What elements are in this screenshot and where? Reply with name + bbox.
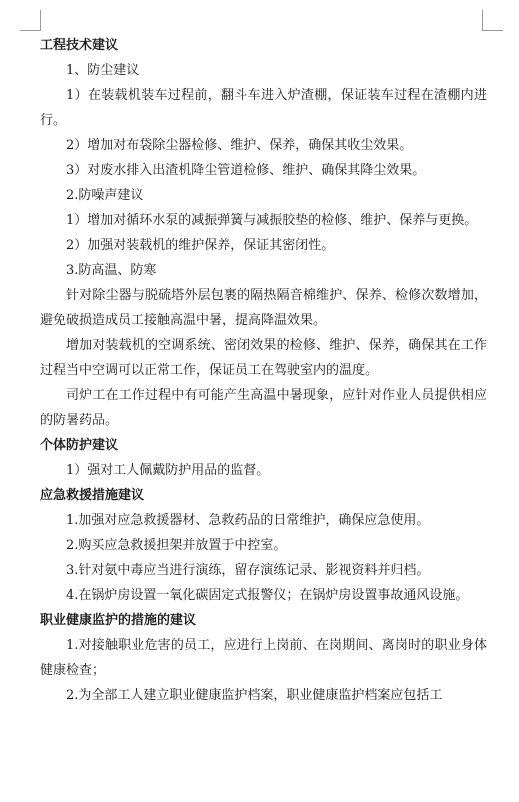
paragraph: 1）强对工人佩戴防护用品的监督。 [66, 463, 270, 478]
paragraph: 2）加强对装载机的维护保养，保证其密闭性。 [66, 238, 335, 253]
paragraph: 1）增加对循环水泵的减振弹簧与减振胶垫的检修、维护、保养与更换。 [66, 213, 478, 228]
subheading-temperature: 3.防高温、防寒 [66, 263, 157, 278]
subheading-dust: 1、防尘建议 [66, 63, 140, 78]
paragraph: 1.加强对应急救援器材、急救药品的日常维护，确保应急使用。 [66, 513, 430, 528]
paragraph: 1.对接触职业危害的员工，应进行上岗前、在岗期间、离岗时的职业身体健康检查； [40, 638, 487, 678]
subheading-noise: 2.防噪声建议 [66, 188, 144, 203]
paragraph: 2.为全部工人建立职业健康监护档案，职业健康监护档案应包括工 [66, 688, 443, 703]
section-heading-engineering: 工程技术建议 [40, 38, 119, 53]
paragraph: 3.针对氨中毒应当进行演练，留存演练记录、影视资料并归档。 [66, 563, 430, 578]
section-heading-emergency: 应急救援措施建议 [40, 488, 145, 503]
document-page [40, 33, 487, 708]
paragraph: 针对除尘器与脱硫塔外层包裹的隔热隔音棉维护、保养、检修次数增加，避免破损造成员工接触高温中暑，提高降温效果。 [40, 288, 487, 328]
section-heading-ppe: 个体防护建议 [40, 438, 119, 453]
paragraph: 司炉工在工作过程中有可能产生高温中暑现象，应针对作业人员提供相应的防暑药品。 [40, 388, 487, 428]
paragraph: 2）增加对布袋除尘器检修、维护、保养，确保其收尘效果。 [66, 138, 413, 153]
paragraph: 2.购买应急救援担架并放置于中控室。 [66, 538, 287, 553]
paragraph: 1）在装载机装车过程前，翻斗车进入炉渣棚，保证装车过程在渣棚内进行。 [40, 88, 487, 128]
section-heading-health-monitoring: 职业健康监护的措施的建议 [40, 613, 197, 628]
paragraph: 3）对废水排入出渣机降尘管道检修、维护、确保其降尘效果。 [66, 163, 426, 178]
page-corner-mark-top-left [20, 10, 41, 31]
page-corner-mark-top-right [482, 10, 503, 31]
paragraph: 4.在锅炉房设置一氧化碳固定式报警仪；在锅炉房设置事故通风设施。 [66, 588, 469, 603]
paragraph: 增加对装载机的空调系统、密闭效果的检修、维护、保养，确保其在工作过程当中空调可以正常工作，保证员工在驾驶室内的温度。 [40, 338, 487, 378]
